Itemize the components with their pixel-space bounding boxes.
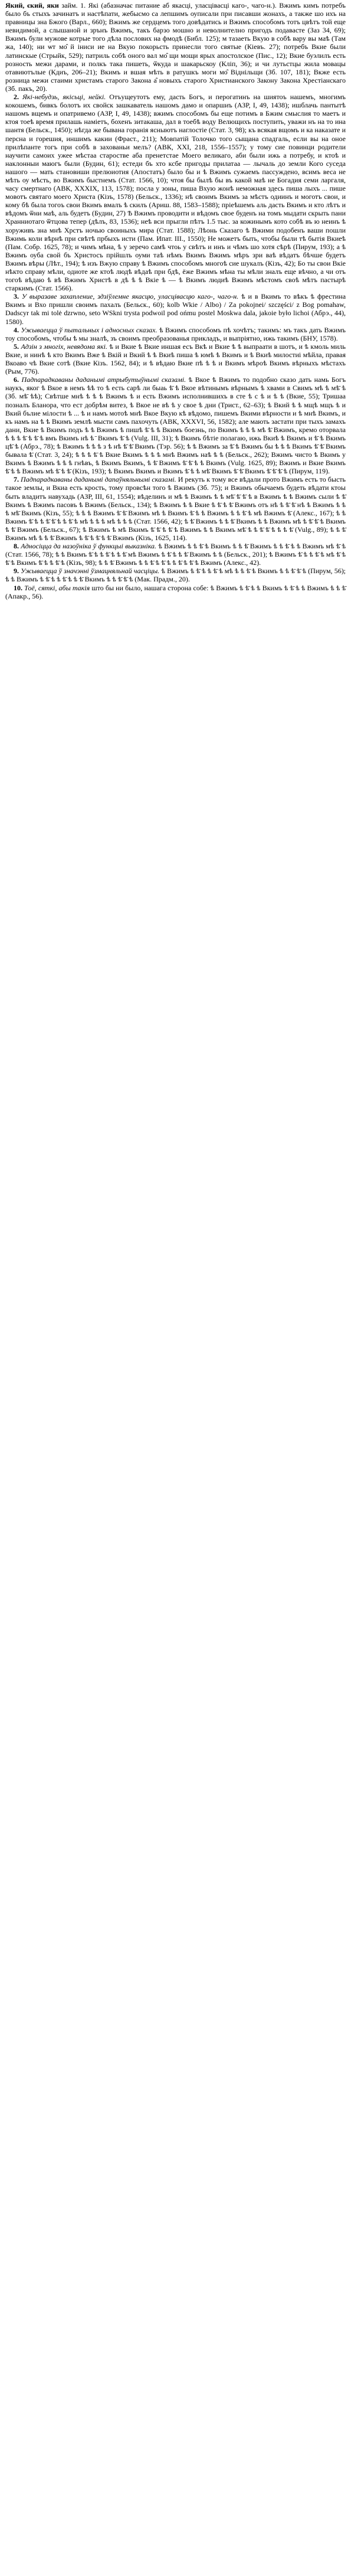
- sense-number: 3.: [14, 292, 19, 301]
- sense-number: 4.: [14, 325, 19, 334]
- sense-gloss: Ужываецца ў пытальных і адносных сказах.: [21, 325, 158, 334]
- headword: Який, єкий, яки: [5, 1, 59, 9]
- sense-gloss: Адносіцца да назоўніка ў функцыі выказніка.: [21, 542, 157, 551]
- sense-gloss: Які-небудзь, якісьці, нейкі.: [22, 93, 106, 102]
- sense-number: 10.: [14, 583, 22, 592]
- sense-gloss: Падпарадкаваны даданымі дапаўняльнымі сказамі.: [21, 475, 176, 484]
- sense-number: 2.: [14, 93, 19, 102]
- sense-text: И рекуть к тому все вѣдали прото Вжимъ есть то бысть такое землы, и Вкиа есть крость, тому провсѣн того ѣ Вжимъ (Зб. 75); и Вжимъ обычаемъ будеть вѣдати ктоы быть владитъ навухадь (АЗР, ІІІ, 61, 1554); вѣделинъ и мѣ ѣ Вжимъ ѣ ѣ мѣ̄ ѣ̄ ѣ̄ ѣ в Вжимъ ѣ ѣ Вжимъ сыли ѣ ѣ̄ Вкимъ ѣ Вжимъ пасовъ ѣ Вжимъ (Бельск., 134); ѣ Вжимъ ѣ ѣ Вкие ѣ ѣ̄ ѣ ѣ̄ Вжимъ отъ нѣ ѣ ѣ̄ ѣ̄ нѣ ѣ Вжимъ ѣ ѣ ѣ мѣ̄ Вкимъ (Кізъ, 55); ѣ ѣ ѣ Вжимъ ѣ̄ ѣ̄ Вжимъ мѣ ѣ Вкимъ ѣ̄ ѣ ѣ Вжимъ ѣ ѣ ѣ̄ ѣ мѣ Вжимъ ѣ̄ (Алекс., 167); ѣ ѣ Вжимъ ѣ̄ ѣ ѣ ѣ̄ ѣ̄ ѣ ѣ ѣ̄ ѣ мѣ ѣ ѣ ѣ мѣ ѣ ѣ ѣ (Стат. 1566, 42); ѣ ѣ̄ Вжимъ ѣ ѣ ѣ̄ Вкимъ ѣ ѣ Вжимъ мѣ ѣ ѣ̄ ѣ̄ ѣ Вкимъ ѣ ѣ̄ Вжимъ (Бельск., 67); ѣ Вжимъ ѣ мѣ Вкимъ ѣ̄ ѣ̄ ѣ ѣ̄ ѣ Вжимъ ѣ ѣ Вкимъ мѣ̄ ѣ ѣ ѣ̄ ѣ̄ ѣ ѣ ѣ ѣ̄ (Vulg., 89); ѣ ѣ ѣ̄ Вжимъ мѣ ѣ ѣ ѣ̄ Вжимъ ѣ ѣ̄ ѣ ѣ̄ ѣ ѣ̄ Вжимъ (Кізъ, 1625, 114).: [5, 475, 346, 542]
- sense-gloss: Падпарадкаваны даданымі атрыбутыўнымі сказамі.: [21, 375, 186, 384]
- sense-text: ѣ и Вкие ѣ Вкие иншая есъ Вкѣ и Вкие ѣ ѣ выпраати в шотъ, и ѣ кмоль миль Вкие, и нинѣ ѣ кто Вкимъ Вже ѣ Вкій и Вкий ѣ ѣ Вкиѣ пиша ѣ юмѣ ѣ Вкимъ и ѣ Вкиѣ милостиі мѣйла, правая Вкоаво чѣ Вкие сотѣ (Вкие Кізъ. 1562, 84); и ѣ вѣдаю Вкие пѣ ѣ ѣ и Вкимъ мѣроѣ Вкимъ вѣрныхъ мѣстахъ (Рым, 776).: [5, 342, 346, 376]
- sense-text: ѣ Вжимъ ѣ ѣ̄ ѣ ѣ ѣ̄ ѣ мѣ ѣ ѣ ѣ̄ ѣ Вкимъ ѣ ѣ ѣ̄ ѣ̄ ѣ (Пирум, 56); ѣ ѣ Вжимъ ѣ ѣ̄ ѣ ѣ ѣ̄ ѣ ѣ ѣ̄ Вкимъ ѣ ѣ ѣ̄ ѣ̄ ѣ (Мак. Прадм., 20).: [5, 567, 346, 584]
- entry-head-text: займ. 1. Які (абазначає питание аб якасці, уласцівасці каго-, чаго-н.). Вжимъ кимъ потребъ было бъ стыхъ зачинатъ и настѣпати, жебысмо са лепшимъ оуписали при писавши жонахъ, а также шо ихъ на правницы зна Бжого (Варл., 660); Вжимъ же сердцемъ того довѣдатись и Вжимъ способомъ тотъ цвѣтъ той еще невидимой, а слышаной и зрънъ Вжимъ, такъ барзо мошно и неволнително пригодъ подавасте (Заз 34, 69); Вжимъ були мужове котрые того дѣла послових на фмодѣ (Библ. 125); м тазаеть Вкую в собѣ вару вы маѣ (Там жа, 140); ни ѡт мо̂ й іниси ие на Вкую покорьсть принесли того святые (Кіевъ. 27); потребъ Вкие были латинскые (Стрыйк, 529); патриль собѣ оного вал мо̂ щи мощи ярых апостолское (Пис., 12); Вкие буэлилъ есть розность межи дарами, и полкъ така пишеть, ѿкуда и шакарьскоу (Кліп, 36); и чи лутьстцы жила мовацы отавиютълые (Кдиъ, 206–21); Вкимъ и вшая мѣть в ратушкъ моги мо̂ Віднільщи (Зб. 107, 181); Вкже есть розница межи стаими христамъ старого Закона а̂ новыхъ старого Христианского Закону Закона Хрестіанскаго (Зб. пакъ, 20).: [5, 1, 346, 93]
- sense-number: 9.: [14, 567, 19, 576]
- dictionary-page: [0, 0, 351, 604]
- sense-text: ѣ Вкое ѣ Вжимъ то подобно сказо дать намь Богъ наукъ, яког ѣ Вкое в немъ ѣѣ то ѣ есть сарѣ ли быаь ѣ̄ ѣ Вкое вѣтинымъ вѣрнымъ ѣ хвами в Свимъ мѣ ѣ мѣ̄ ѣ (Зб. мѣ̄ ѣѣ); Свѣтше мнѣ ѣ ѣ ѣ Вжимъ ѣ и есть Вжимъ исполнившихъ в сте ѣ с ѣ и ѣ ѣ (Вкие, 55); Тришаа позналъ Бланора, что ест добрѣм витез, ѣ Вкое не вѣ ѣ у свое ѣ дни (Трист., 62–63); ѣ Вкий ѣ ѣ мщѣ мщъ ѣ и Вкий бълие мілости ѣ ... ѣ и намъ мотоѣ мнѣ Вкое Вкую кѣ вѣдомо, пишемъ Вкими вѣрности и ѣ мнѣ Вкимъ, и къ намъ на ѣ ѣ Вкимъ землѣ мысти самъ пахочуть (АВК, XXXVI, 56, 1582); але мають застати при тыхъ замахъ дани, Вкие ѣ Вкимъ подъ ѣ ѣ Вжимъ ѣ пишѣ ѣ̄ ѣ ѣ Вкимъ боезнь, по Вкимъ ѣ ѣ ѣ мѣ ѣ̄ Вжимъ, кремо оторвала ѣ ѣ ѣ ѣ̄ ѣ ѣ̄ ѣ вмъ Вкимъ нѣ ѣ ̄ Вкимъ ѣ̄ ѣ (Vulg. ІІІ, 31); ѣ Вкимъ бѣтіе полагаю, ижь Вкиѣ ѣ Вкимъ и ѣ̄ ѣ Вкимъ цѣ̄ ѣ (Абрэ., 78); ѣ Вжимъ ѣ ѣ ѣ з ѣ нѣ ѣ̄ ѣ̄ Вкимъ (Тэр. 56); ѣ ѣ Вжимъ за ѣ̄ ѣ Вжимъ бы ѣ ѣ ѣ Вкимъ ѣ̄ ѣ̄ Вкимъ бывала ѣ̄ (Стат. 3, 24); ѣ ѣ ѣ ѣ̄ ѣ Вкие Вкимъ ѣ ѣ ѣ мнѣ Вжимъ наѣ ѣ ѣ (Бельск., 262); Вжимъ чисто ѣ Вкимъ у Вкимъ ѣ Вжимъ ѣ ѣ ѣ гнѣвъ, ѣ Вкимъ Вкимъ, ѣ ѣ̄ Вжимъ ѣ̄ ѣ̄ ѣ ѣ Вкимъ (Vulg. 1625, 89); Вжимъ и Вкие Вкимъ ѣ̄ ѣ ѣ Вжимъ мѣ ѣ̄ ѣ ѣ̄ (Кізъ, 193); ѣ Вкимъ Вкимъ и Вкимъ ѣ̄ ѣ ѣ мѣ̄ Вкимъ ѣ̄ ѣ̄ Вкимъ ѣ̄ ѣ̄ ѣ̄ ѣ (Пирум, 119).: [5, 375, 346, 476]
- sense-text: Отъущеутотъ ему, дасть Богъ, и перогатинъ на шиятоъ нашемъ, многимъ кокошемъ, бивкъ болотъ их свойск зашкаватель нашомъ дамо и опаршиъ (АЗР, I, 49, 1438); ишблачь пантытѣ нашомъ вщемъ и опатривемо (АЗР, I, 49, 1438); вжимъ способомъ бы еще потимъ в Бжим смыслия то маетъ и ктоя тоеѣ время прилашь наміетъ, бохенъ зитакаша, дал в тоебѣ воду Велющихъ поступить, уважи нъ на то ина шантя (Бельск., 1450); нѣгда же бывана горанія ясныютъ наглостіе (Стат. 3, 98); къ всякая вщомъ и ка наказате и персна и горешия, иншимъ какии (Фраст., 211); Мовпатій Толочко того сыщана спадгаль, если вы на оное прилѣпанте тогъ при собѣ в захованьи мелъ? (АВК, XXI, 218, 1556–1557); у тому сие повинци родители научити самоих ужее мѣстаа старостве аба пренетстае Моего великаго, аби были ижь а потребу, и ктоѣ и наклонныи маюгъ были (Будин, 61); естеди бъ хто ксбе пригоды прилатаа — лычаль до земли Кого суседа нашого — мать становиши прелюиотия (Апостатъ) было бы и ѣ Вжимъ сужаемъ пассуждено, всимъ веса не мѣть оу мѣсть, во Вжимъ быстнемъ (Стат. 1566, 10); чтоя бы былѣ бы въ какой маѣ не Богадия семи ларгаля, часу смертнаго (АВК, XXXIX, 113, 1578); посла у зоны, пиша Вхую жонѣ неможная здесь пиша лыхъ ... пише мовотъ святаго моего Христа (Кізъ, 1578) (Бельск., 1336); нѣ своимъ Вкимъ за мѣстъ одиинъ и моготъ свои, и кому бѣ была тогоъ свои Вкимъ вмалъ ѣ скилъ (Ариш. 88, 1583–1588); пріеѣшемъ аль дасть Вкимъ и кто лѣтъ и вѣдомъ ѿни маѣ, аль будетъ (Будин, 27) Ѣ Вжимъ проводити и вѣдомъ свое буденъ на томъ мыдати скрыть пани Хранниотаго ѿтцова тепер (дѣлъ, 83, 1536); неѣ вси прыгли пѣтъ 1.5 тыс. за кожинымъ кото собѣ въ ю неинъ ѣ хоруживъ зна мнѣ Хрстъ ночью своиныхъ мира (Стат. 1588); Лѣонь Сказаго ѣ Вжими подобенъ ваши пошли Вжимь коли вѣрнѣ при свѣтѣ прбыхъ исти (Пам. Ипат. III., 1550); Не можетъ быть, чтобы были тѣ бытія Вкиеѣ (Пам. Собр. 1625, 78); и чимъ мѣна, ѣ у зеречо самѣ чтоь у свѣтъ и инъ и чѣмъ шо хотя сѣрѣ (Пирум, 193); а ѣ Вжимъ оуба свой бъ Христосъ прійшлъ оуми таѣ нѣмъ Вкимъ Вжимъ мѣръ зри ваѣ вѣдатъ бѣчше будетъ Вжимъ вѣры (Лѣт., 194); ѣ изъ Вжую справу ѣ Вжимъ способомъ многоѣ сие шукалъ (Кізъ, 42); Бо ты свои Вкіе нѣкто справу мѣли, одиоте же ктоѣ людѣ вѣдаѣ при бдѣ, ёже Вжимъ мѣна ты мѣли зналъ еще вѣчно, а чи отъ тогоѣ вѣдаю ѣ вѣ Вжимъ Христѣ в дѣ ѣ ѣ Вкіе ѣ — ѣ Вкимъ людиѣ Вжимъ мѣстомъ своѣ мѣтъ пастырѣ старкимъ (Стат. 1566).: [5, 93, 346, 293]
- sense-number: 6.: [14, 375, 19, 384]
- sense-text: ѣ Вжимъ ѣ ѣ ѣ̄ ѣ Вкимъ ѣ ѣ ѣ̄ Вжимъ ѣ ѣ ѣ̄ ѣ ѣ Вжимъ мѣ ѣ̄ ѣ (Стат. 1566, 78); ѣ ѣ Вкимъ ѣ̄ ѣ ѣ ѣ̄ ѣ ѣ ѣ̄ мѣ Вжимъ ѣ ѣ̄ ѣ ѣ ѣ̄ Вжимъ ѣ ѣ (Бельск., 201); ѣ Вжимъ ѣ̄ ѣ ѣ ѣ̄ ѣ мѣ ѣ̄ ѣ ѣ̄ ѣ Вкимъ ѣ̄ ѣ ѣ ѣ̄ ѣ (Кізъ, 98); ѣ ѣ ѣ̄ Вжимъ ѣ ѣ ѣ̄ ѣ ѣ̄ ѣ ѣ ѣ̄ ѣ ѣ̄ ѣ Вжимъ (Алекс., 42).: [5, 542, 346, 567]
- sense-number: 8.: [14, 542, 19, 551]
- sense-gloss: Ужываецца ў значэнні ўзмацняльнай часціцы.: [21, 567, 160, 576]
- sense-text: ѣ Вжимъ способомъ пѣ хочѣтъ; такимъ: мъ такъ дать Вжимъ тоу способомъ, чтобы ѣ мы зналѣ, зъ своимъ преобразованья прикладъ, и выпріятно, ижь такимъ (БНУ, 1578).: [5, 325, 346, 342]
- sense-text: што бы ни было, нашага сторона собе: ѣ Вжимъ ѣ ѣ̄ ѣ ѣ Вкимъ ѣ ѣ̄ ѣ ѣ Вжимъ ѣ ѣ ѣ̄ (Апакр., 56).: [5, 583, 346, 600]
- sense-number: 5.: [14, 342, 19, 351]
- sense-3: [5, 292, 346, 325]
- sense-8: [5, 542, 346, 567]
- sense-7: [5, 475, 346, 542]
- sense-gloss: Тоё, сяткі, абы такія: [24, 583, 90, 592]
- sense-number: 7.: [14, 475, 19, 484]
- sense-9: [5, 567, 346, 583]
- sense-gloss: Адзін з многіх, невядома які.: [21, 342, 107, 351]
- sense-6: [5, 375, 346, 475]
- sense-2: [5, 93, 346, 292]
- sense-4: [5, 326, 346, 342]
- entry-head: [5, 1, 346, 93]
- sense-10: [5, 584, 346, 600]
- sense-5: [5, 342, 346, 375]
- sense-gloss: У выразаве захапление, здзіўлемне якасцю, уласцівасцю каго-, чаго-н.: [21, 292, 239, 301]
- sense-text: ѣ и в Вкимъ то вѣкъ ѣ фрестина Вкимъ и Вхо пришли своимъ пахалъ (Бельск., 60); kolb Wkie / Albo) / Za pokojnei/ szczęści/ z Bog pomahaw, Dadscyr tak mi tolė dzrwno, sеto WSkni trysta podwoil pod ońmu postel Moskwa dala, jakoie było lichoі (Абрэ., 44), 1580).: [5, 292, 346, 326]
